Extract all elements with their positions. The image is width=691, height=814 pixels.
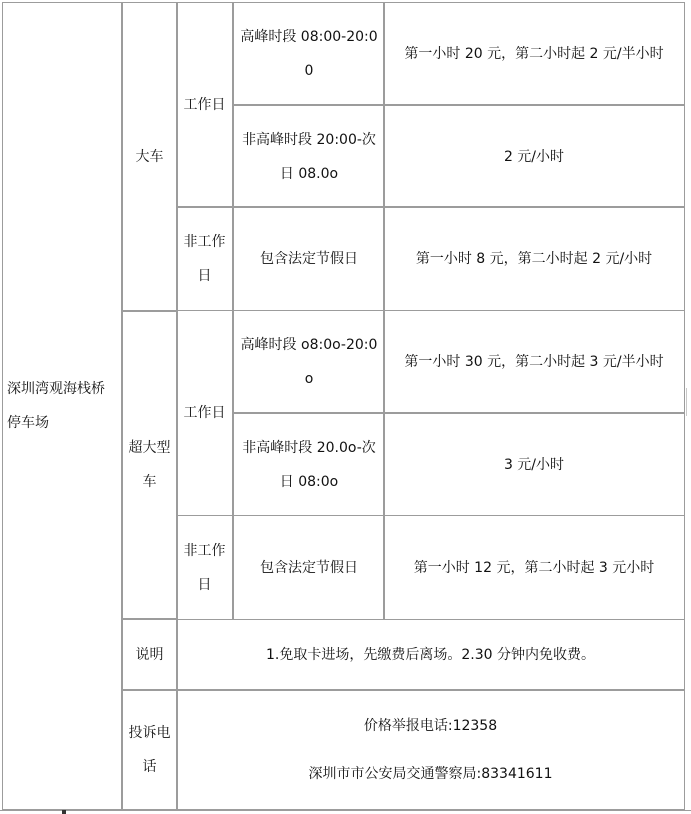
extra-large-peak-period: 高峰时段 o8:0o-20:0o <box>240 336 378 387</box>
large-peak-period: 高峰时段 08:00-20:00 <box>240 28 378 79</box>
extra-large-peak-fee-cell <box>383 310 685 413</box>
extra-large-workday-label: 工作日 <box>183 405 226 421</box>
extra-large-offpeak-fee-cell <box>383 413 685 516</box>
extra-large-holiday-fee-cell <box>383 515 685 620</box>
extra-large-workday-cell <box>176 310 233 516</box>
notes-label-cell <box>121 619 178 690</box>
bottom-edge-line <box>0 810 691 811</box>
extra-large-holiday: 包含法定节假日 <box>260 559 358 576</box>
extra-large-offpeak-period-cell <box>233 413 385 516</box>
notes-text: 1.免取卡进场，先缴费后离场。2.30 分钟内免收费。 <box>266 646 595 663</box>
large-non-workday-cell <box>176 206 233 311</box>
large-non-workday-label: 非工作日 <box>183 233 226 284</box>
large-peak-fee: 第一小时 20 元，第二小时起 2 元/半小时 <box>404 45 664 62</box>
large-offpeak-fee: 2 元/小时 <box>503 148 565 165</box>
parking-lot-name-cell <box>2 2 123 810</box>
large-workday-cell <box>176 2 233 208</box>
large-peak-period-cell <box>233 2 385 105</box>
parking-lot-name: 深圳湾观海栈桥停车场 <box>7 381 105 431</box>
large-offpeak-period: 非高峰时段 20:00-次日 08.0o <box>242 131 376 182</box>
scroll-marker <box>686 388 691 416</box>
extra-large-peak-fee: 第一小时 30 元，第二小时起 3 元/半小时 <box>404 353 664 370</box>
extra-large-non-workday-cell <box>176 515 233 620</box>
large-peak-fee-cell <box>383 2 685 105</box>
vehicle-type-extra-large: 超大型车 <box>128 439 171 490</box>
large-workday-label: 工作日 <box>183 97 226 113</box>
extra-large-non-workday-label: 非工作日 <box>183 542 226 593</box>
vehicle-type-large: 大车 <box>135 149 164 165</box>
notes-label: 说明 <box>135 646 164 663</box>
extra-large-peak-period-cell <box>233 310 385 413</box>
large-holiday-fee: 第一小时 8 元，第二小时起 2 元/小时 <box>415 250 653 267</box>
large-holiday: 包含法定节假日 <box>260 250 358 267</box>
extra-large-holiday-cell <box>233 515 385 620</box>
large-holiday-cell <box>233 206 385 311</box>
extra-large-holiday-fee: 第一小时 12 元，第二小时起 3 元小时 <box>413 559 655 576</box>
extra-large-offpeak-fee: 3 元/小时 <box>503 456 565 473</box>
traffic-police-phone: 深圳市市公安局交通警察局:83341611 <box>308 766 553 782</box>
price-report-phone: 价格举报电话:12358 <box>363 718 498 734</box>
large-offpeak-fee-cell <box>383 105 685 208</box>
large-holiday-fee-cell <box>383 206 685 311</box>
complaint-label: 投诉电话 <box>128 725 171 775</box>
complaint-contacts-cell <box>176 690 685 810</box>
extra-large-offpeak-period: 非高峰时段 20.0o-次日 08:0o <box>242 439 376 490</box>
edge-marker <box>62 810 66 814</box>
notes-text-cell <box>176 619 685 690</box>
large-offpeak-period-cell <box>233 105 385 208</box>
complaint-label-cell <box>121 690 178 810</box>
vehicle-type-extra-large-cell <box>121 310 178 619</box>
vehicle-type-large-cell <box>121 2 178 312</box>
